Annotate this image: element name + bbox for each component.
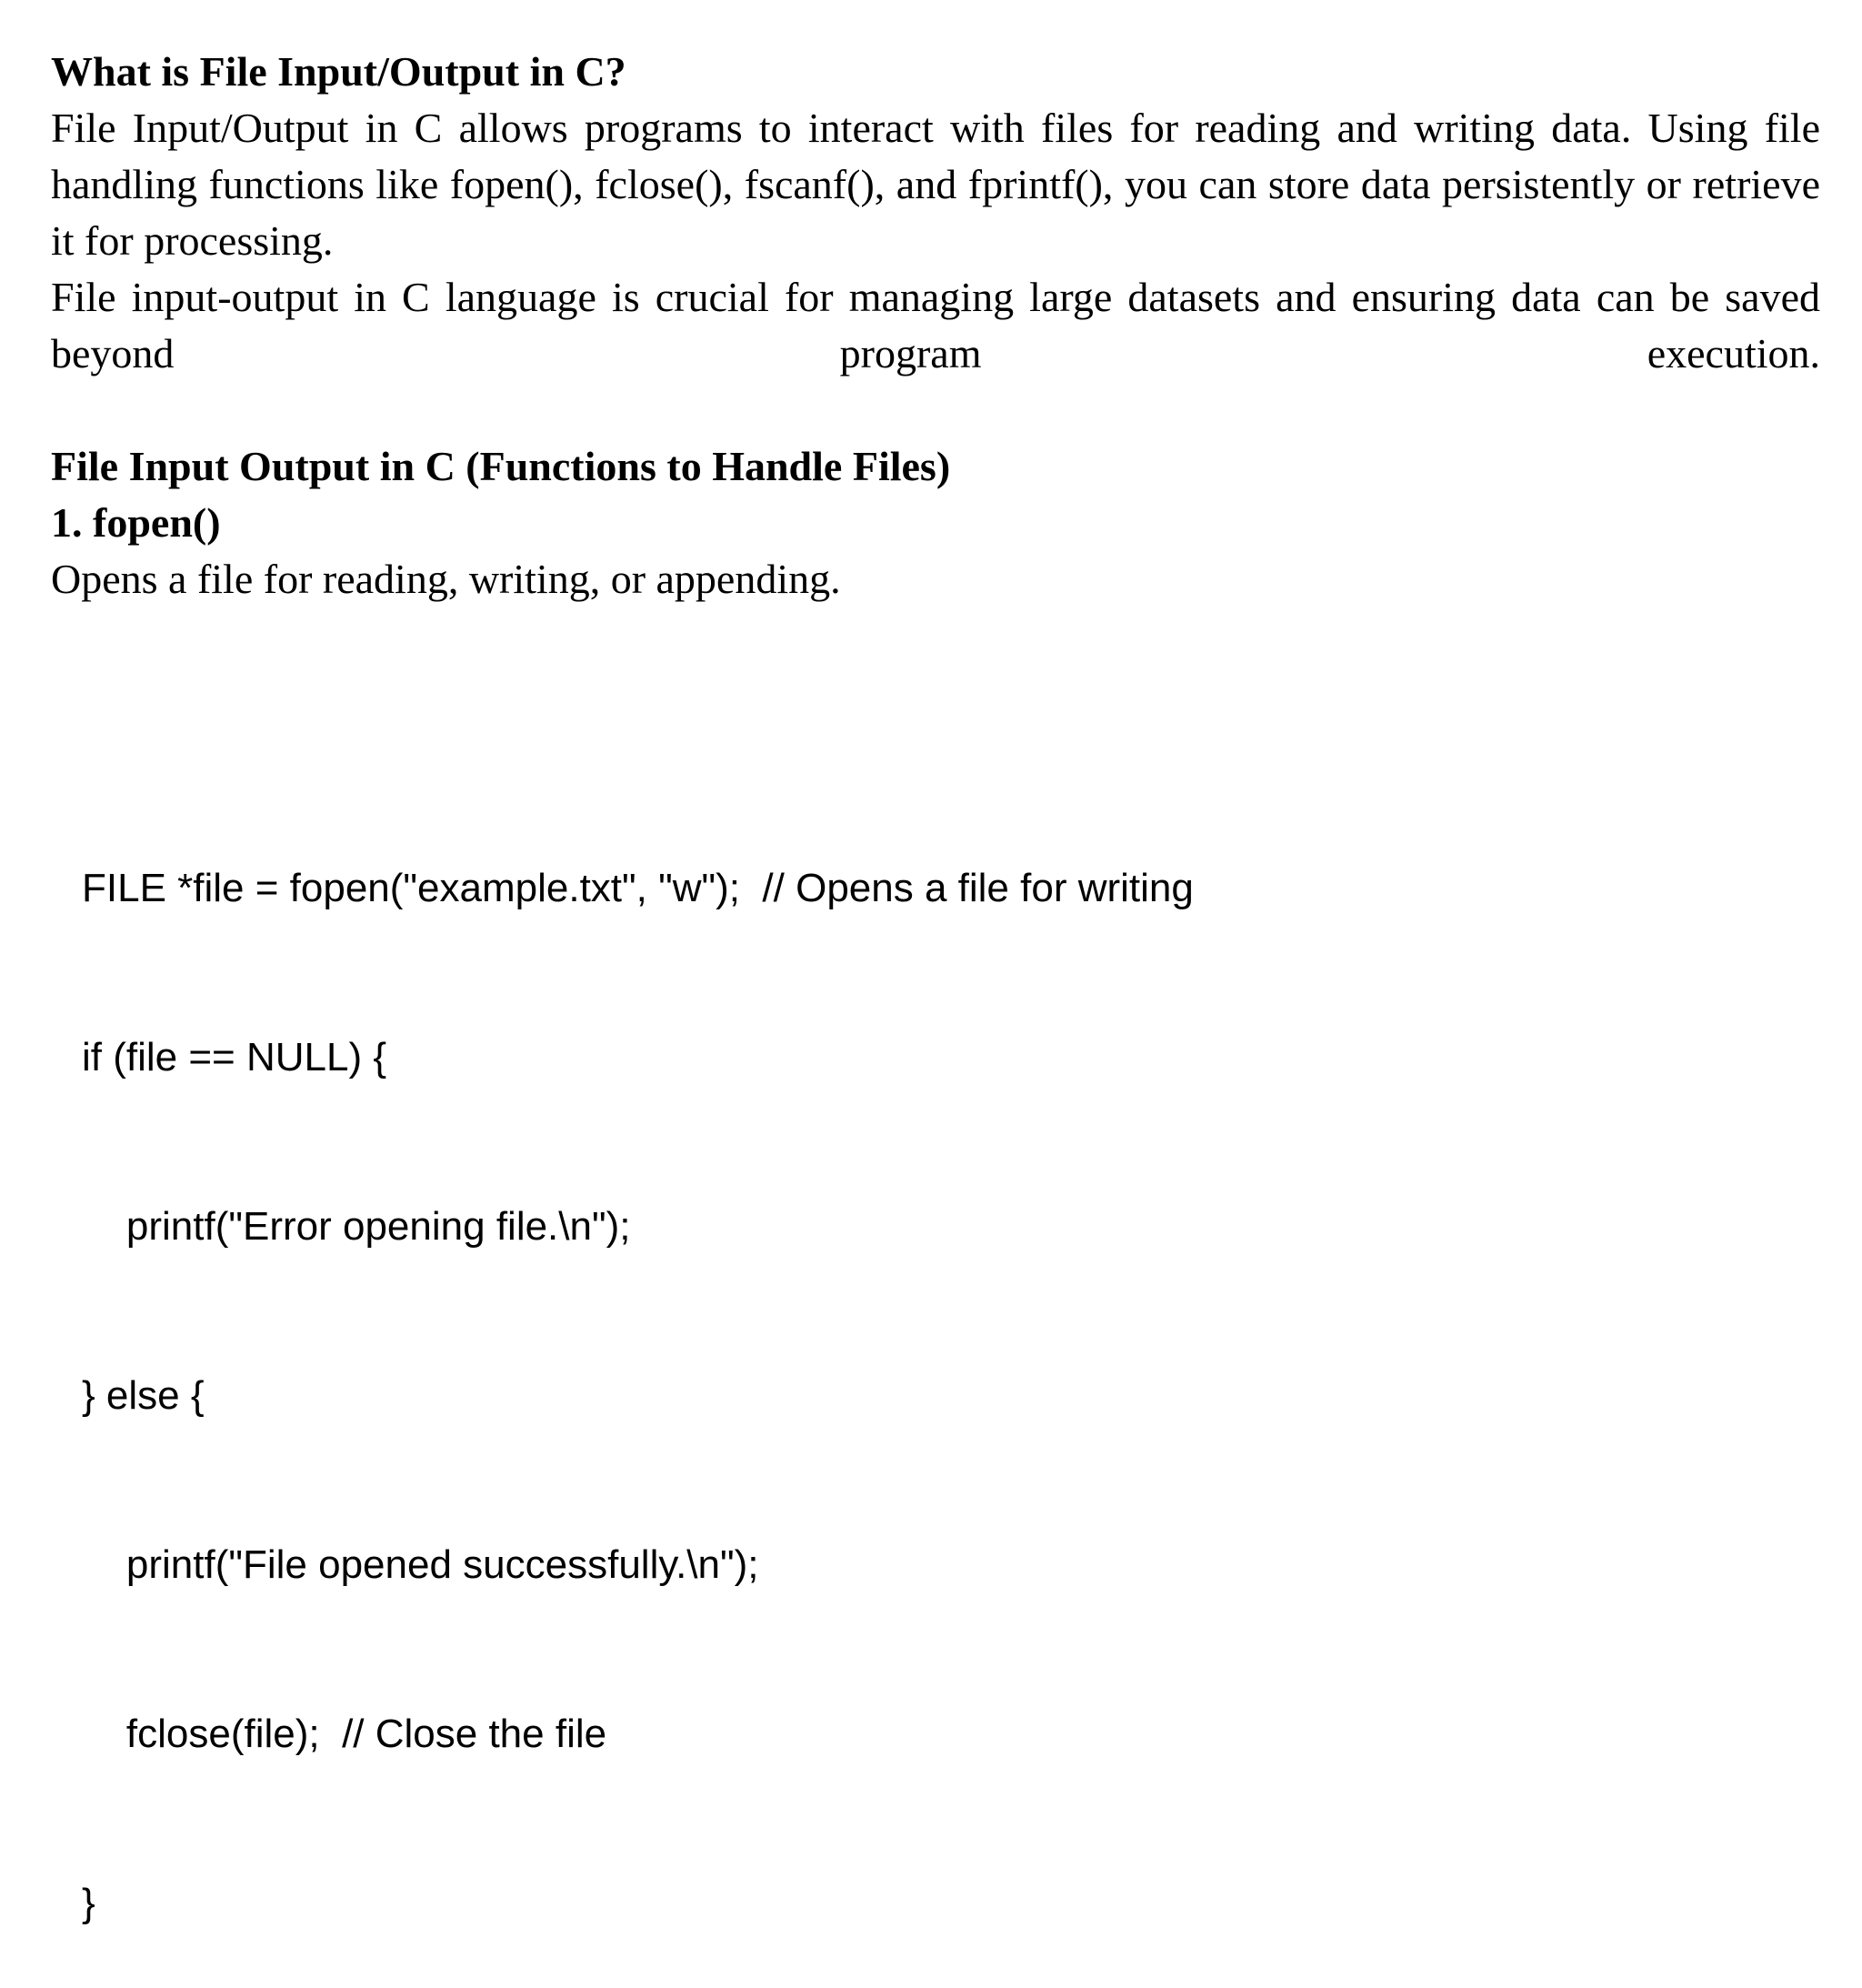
code-line: if (file == NULL) {	[82, 1035, 387, 1079]
fopen-description: Opens a file for reading, writing, or appending.	[51, 556, 841, 602]
paragraph-intro: File Input/Output in C allows programs to interact with files for reading and writing data. Using file handling functions like fopen(), fclose(), fscanf(), and fprintf(), you can store data persistently or retrieve it for processing.	[51, 105, 1820, 264]
paragraph-importance: File input-output in C language is crucial for managing large datasets and ensuring data can be saved beyond program execution.	[51, 274, 1820, 377]
code-line: printf("Error opening file.\n");	[82, 1204, 631, 1249]
functions-heading: File Input Output in C (Functions to Handle Files)	[51, 443, 951, 489]
code-line: fclose(file); // Close the file	[82, 1712, 607, 1756]
section-title: What is File Input/Output in C?	[51, 48, 626, 95]
code-line: printf("File opened successfully.\n");	[82, 1542, 759, 1587]
fopen-heading: 1. fopen()	[51, 499, 221, 546]
code-line: FILE *file = fopen("example.txt", "w"); // Opens a file for writing	[82, 866, 1194, 910]
code-line: } else {	[82, 1373, 205, 1418]
code-line: }	[82, 1881, 95, 1925]
code-block	[82, 748, 1194, 1988]
document-page	[51, 44, 1820, 607]
spacer	[51, 382, 1820, 438]
